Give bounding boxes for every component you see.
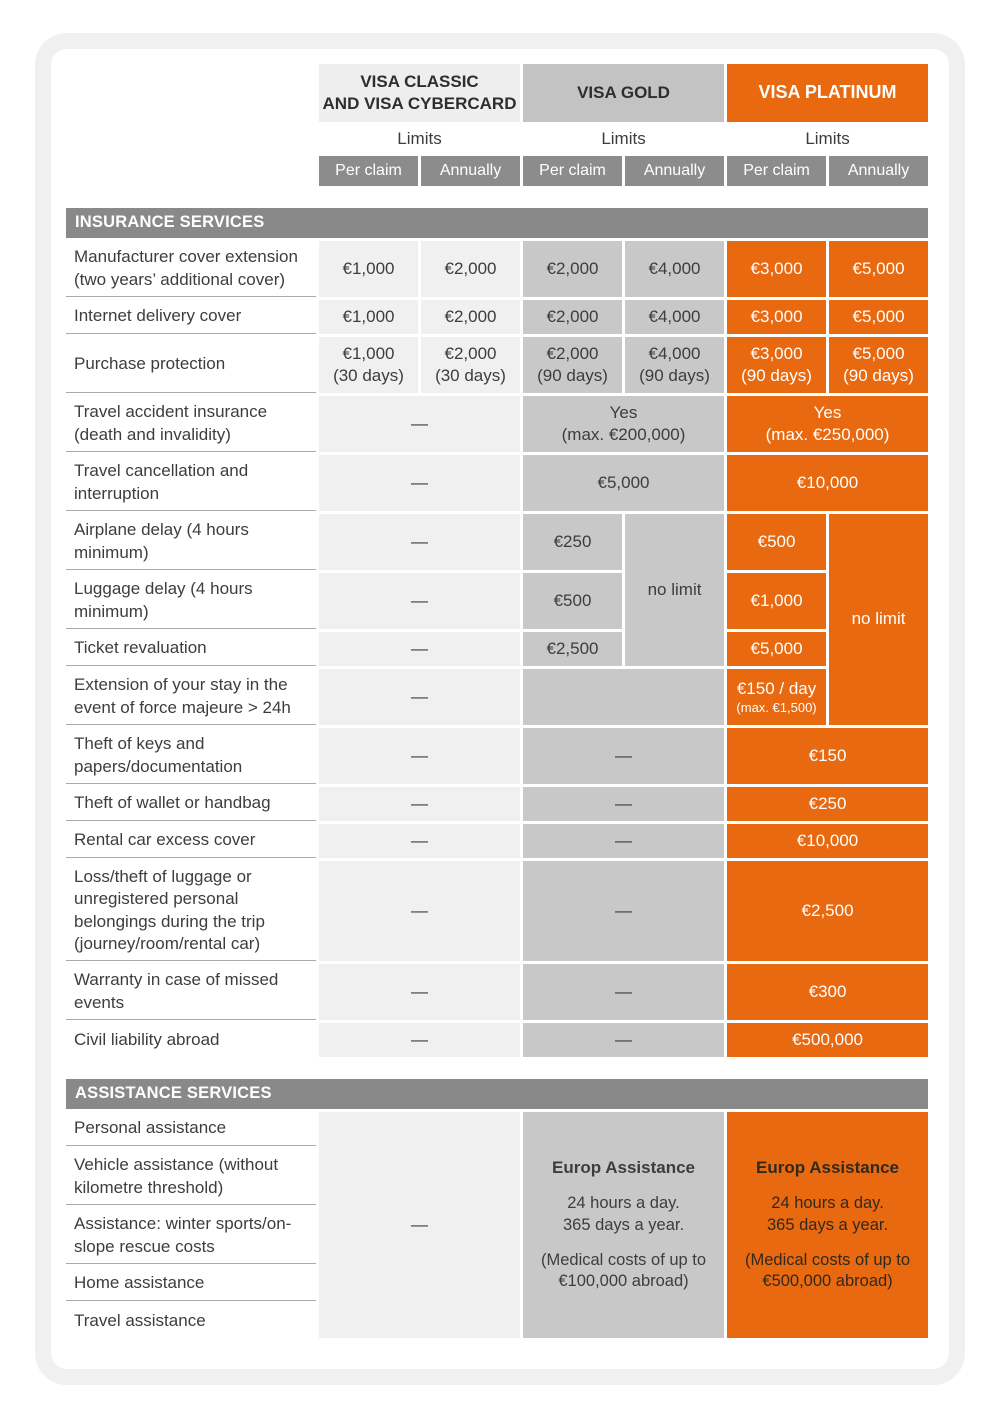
row-airplane-delay <box>66 514 928 570</box>
cell-gold-annually <box>625 337 724 393</box>
card-header-classic <box>319 64 520 122</box>
value: €5,000 <box>852 343 905 363</box>
row-label: Ticket revaluation <box>66 632 316 666</box>
row-travel-accident <box>66 396 928 452</box>
cell-gold-annually: €4,000 <box>625 241 724 297</box>
value: €4,000 <box>648 343 701 363</box>
card-header-platinum: VISA PLATINUM <box>727 64 928 122</box>
cell-classic-merged: — <box>319 669 520 725</box>
header-blank <box>66 125 316 153</box>
row-warranty-missed-events <box>66 964 928 1020</box>
cell-classic-merged: — <box>319 728 520 784</box>
cell-gold-merged <box>523 396 724 452</box>
row-label: Theft of keys and papers/documentation <box>66 728 316 784</box>
cell-gold-assistance <box>523 1112 724 1338</box>
cell-classic-merged: — <box>319 514 520 570</box>
section-band-insurance <box>66 208 928 238</box>
row-label: Vehicle assistance (without kilometre threshold) <box>66 1149 316 1205</box>
header-row-cards <box>66 64 928 122</box>
medical-costs-note: (Medical costs of up to €100,000 abroad) <box>540 1251 707 1291</box>
cell-gold-empty <box>523 669 724 725</box>
cell-platinum-merged: €150 <box>727 728 928 784</box>
value-note: (30 days) <box>333 366 404 385</box>
cell-classic-assistance: — <box>319 1112 520 1338</box>
availability-hours: 24 hours a day. <box>567 1194 680 1213</box>
section-title: ASSISTANCE SERVICES <box>66 1079 928 1109</box>
cell-gold-merged: — <box>523 964 724 1020</box>
row-luggage-delay <box>66 573 928 629</box>
row-label: Theft of wallet or handbag <box>66 787 316 821</box>
cell-classic-merged: — <box>319 787 520 821</box>
cell-classic-annually: €2,000 <box>421 300 520 334</box>
row-label: Purchase protection <box>66 337 316 393</box>
cell-gold-annually-no-limit: no limit <box>625 514 724 666</box>
provider-name: Europ Assistance <box>756 1158 900 1178</box>
benefits-table <box>63 61 931 1341</box>
cell-platinum-per-claim: €5,000 <box>727 632 826 666</box>
value-note: (max. €1,500) <box>736 699 817 715</box>
medical-costs-note: (Medical costs of up to €500,000 abroad) <box>744 1251 911 1291</box>
cell-platinum-per-claim <box>727 669 826 725</box>
cell-gold-per-claim <box>523 337 622 393</box>
cell-classic-merged: — <box>319 1023 520 1057</box>
value: €2,000 <box>546 343 599 363</box>
cell-classic-merged: — <box>319 964 520 1020</box>
section-title: INSURANCE SERVICES <box>66 208 928 238</box>
subhead-classic-per-claim: Per claim <box>319 156 418 186</box>
value: €1,000 <box>342 343 395 363</box>
subhead-platinum-per-claim: Per claim <box>727 156 826 186</box>
cell-platinum-merged: €2,500 <box>727 861 928 961</box>
cell-gold-per-claim: €2,000 <box>523 241 622 297</box>
row-label: Extension of your stay in the event of force majeure > 24h <box>66 669 316 725</box>
benefits-card <box>35 33 965 1385</box>
value-note: (90 days) <box>741 366 812 385</box>
card-title-line: VISA CLASSIC <box>360 71 479 91</box>
cell-gold-per-claim: €250 <box>523 514 622 570</box>
value: €3,000 <box>750 343 803 363</box>
cell-classic-merged: — <box>319 455 520 511</box>
row-extension-of-stay <box>66 669 928 725</box>
subhead-gold-per-claim: Per claim <box>523 156 622 186</box>
value-note: (90 days) <box>843 366 914 385</box>
row-label: Rental car excess cover <box>66 824 316 858</box>
value: Yes <box>609 402 638 422</box>
row-label: Home assistance <box>66 1267 316 1301</box>
limits-label-classic: Limits <box>397 128 442 148</box>
cell-classic-merged: — <box>319 573 520 629</box>
cell-platinum-merged: €300 <box>727 964 928 1020</box>
row-label: Internet delivery cover <box>66 300 316 334</box>
value: €2,000 <box>444 343 497 363</box>
value-note: (90 days) <box>639 366 710 385</box>
row-label: Airplane delay (4 hours minimum) <box>66 514 316 570</box>
cell-platinum-merged: €10,000 <box>727 824 928 858</box>
cell-platinum-annually: €5,000 <box>829 241 928 297</box>
row-label: Loss/theft of luggage or unregistered personal belongings during the trip (journey/room/rental car) <box>66 861 316 961</box>
value-note: (max. €200,000) <box>561 425 686 444</box>
cell-classic-merged: — <box>319 824 520 858</box>
row-label: Civil liability abroad <box>66 1023 316 1057</box>
subhead-classic-annually: Annually <box>421 156 520 186</box>
provider-name: Europ Assistance <box>552 1158 696 1178</box>
row-internet-delivery <box>66 300 928 334</box>
cell-platinum-per-claim: €3,000 <box>727 300 826 334</box>
cell-platinum-merged <box>727 396 928 452</box>
cell-platinum-assistance <box>727 1112 928 1338</box>
limits-label-platinum: Limits <box>805 128 850 148</box>
cell-gold-annually: €4,000 <box>625 300 724 334</box>
cell-classic-annually <box>421 337 520 393</box>
value-note: (30 days) <box>435 366 506 385</box>
availability-days: 365 days a year. <box>766 1215 889 1234</box>
value-note: (max. €250,000) <box>765 425 890 444</box>
row-theft-keys <box>66 728 928 784</box>
header-blank <box>66 156 316 186</box>
availability-days: 365 days a year. <box>562 1215 685 1234</box>
section-gap <box>66 1060 928 1076</box>
cell-platinum-per-claim: €500 <box>727 514 826 570</box>
row-theft-wallet <box>66 787 928 821</box>
subhead-gold-annually: Annually <box>625 156 724 186</box>
cell-platinum-per-claim <box>727 337 826 393</box>
row-personal-assistance <box>66 1112 928 1146</box>
cell-classic-annually: €2,000 <box>421 241 520 297</box>
cell-classic-merged: — <box>319 861 520 961</box>
cell-platinum-merged: €250 <box>727 787 928 821</box>
cell-platinum-per-claim: €3,000 <box>727 241 826 297</box>
limits-label-gold: Limits <box>601 128 646 148</box>
cell-platinum-annually <box>829 337 928 393</box>
value: Yes <box>813 402 842 422</box>
row-label: Travel accident insurance (death and invalidity) <box>66 396 316 452</box>
row-ticket-revaluation <box>66 632 928 666</box>
row-rental-car-excess <box>66 824 928 858</box>
row-label: Travel cancellation and interruption <box>66 455 316 511</box>
row-label: Assistance: winter sports/on-slope rescue costs <box>66 1208 316 1264</box>
cell-gold-per-claim: €2,500 <box>523 632 622 666</box>
availability-hours: 24 hours a day. <box>771 1194 884 1213</box>
cell-gold-merged: €5,000 <box>523 455 724 511</box>
header-row-subcolumns <box>66 156 928 186</box>
row-label: Travel assistance <box>66 1304 316 1338</box>
cell-classic-per-claim: €1,000 <box>319 241 418 297</box>
cell-gold-per-claim: €500 <box>523 573 622 629</box>
section-band-assistance <box>66 1079 928 1109</box>
cell-platinum-merged: €500,000 <box>727 1023 928 1057</box>
cell-gold-merged: — <box>523 787 724 821</box>
cell-platinum-merged: €10,000 <box>727 455 928 511</box>
subhead-platinum-annually: Annually <box>829 156 928 186</box>
cell-classic-merged: — <box>319 396 520 452</box>
header-row-limits <box>66 125 928 153</box>
cell-gold-merged: — <box>523 861 724 961</box>
cell-classic-per-claim: €1,000 <box>319 300 418 334</box>
cell-classic-merged: — <box>319 632 520 666</box>
value: €150 / day <box>736 678 817 698</box>
row-label: Warranty in case of missed events <box>66 964 316 1020</box>
row-loss-theft-luggage <box>66 861 928 961</box>
cell-platinum-per-claim: €1,000 <box>727 573 826 629</box>
cell-platinum-annually-no-limit: no limit <box>829 514 928 725</box>
cell-gold-merged: — <box>523 1023 724 1057</box>
value-note: (90 days) <box>537 366 608 385</box>
cell-gold-per-claim: €2,000 <box>523 300 622 334</box>
header-blank <box>66 64 316 122</box>
row-label: Luggage delay (4 hours minimum) <box>66 573 316 629</box>
cell-classic-per-claim <box>319 337 418 393</box>
cell-gold-merged: — <box>523 824 724 858</box>
card-header-gold: VISA GOLD <box>523 64 724 122</box>
row-manufacturer-cover <box>66 241 928 297</box>
row-label: Manufacturer cover extension (two years’ additional cover) <box>66 241 316 297</box>
row-purchase-protection <box>66 337 928 393</box>
card-title-line: AND VISA CYBERCARD <box>322 94 517 113</box>
row-label: Personal assistance <box>66 1112 316 1146</box>
section-gap <box>66 189 928 205</box>
row-travel-cancellation <box>66 455 928 511</box>
cell-platinum-annually: €5,000 <box>829 300 928 334</box>
cell-gold-merged: — <box>523 728 724 784</box>
row-civil-liability <box>66 1023 928 1057</box>
